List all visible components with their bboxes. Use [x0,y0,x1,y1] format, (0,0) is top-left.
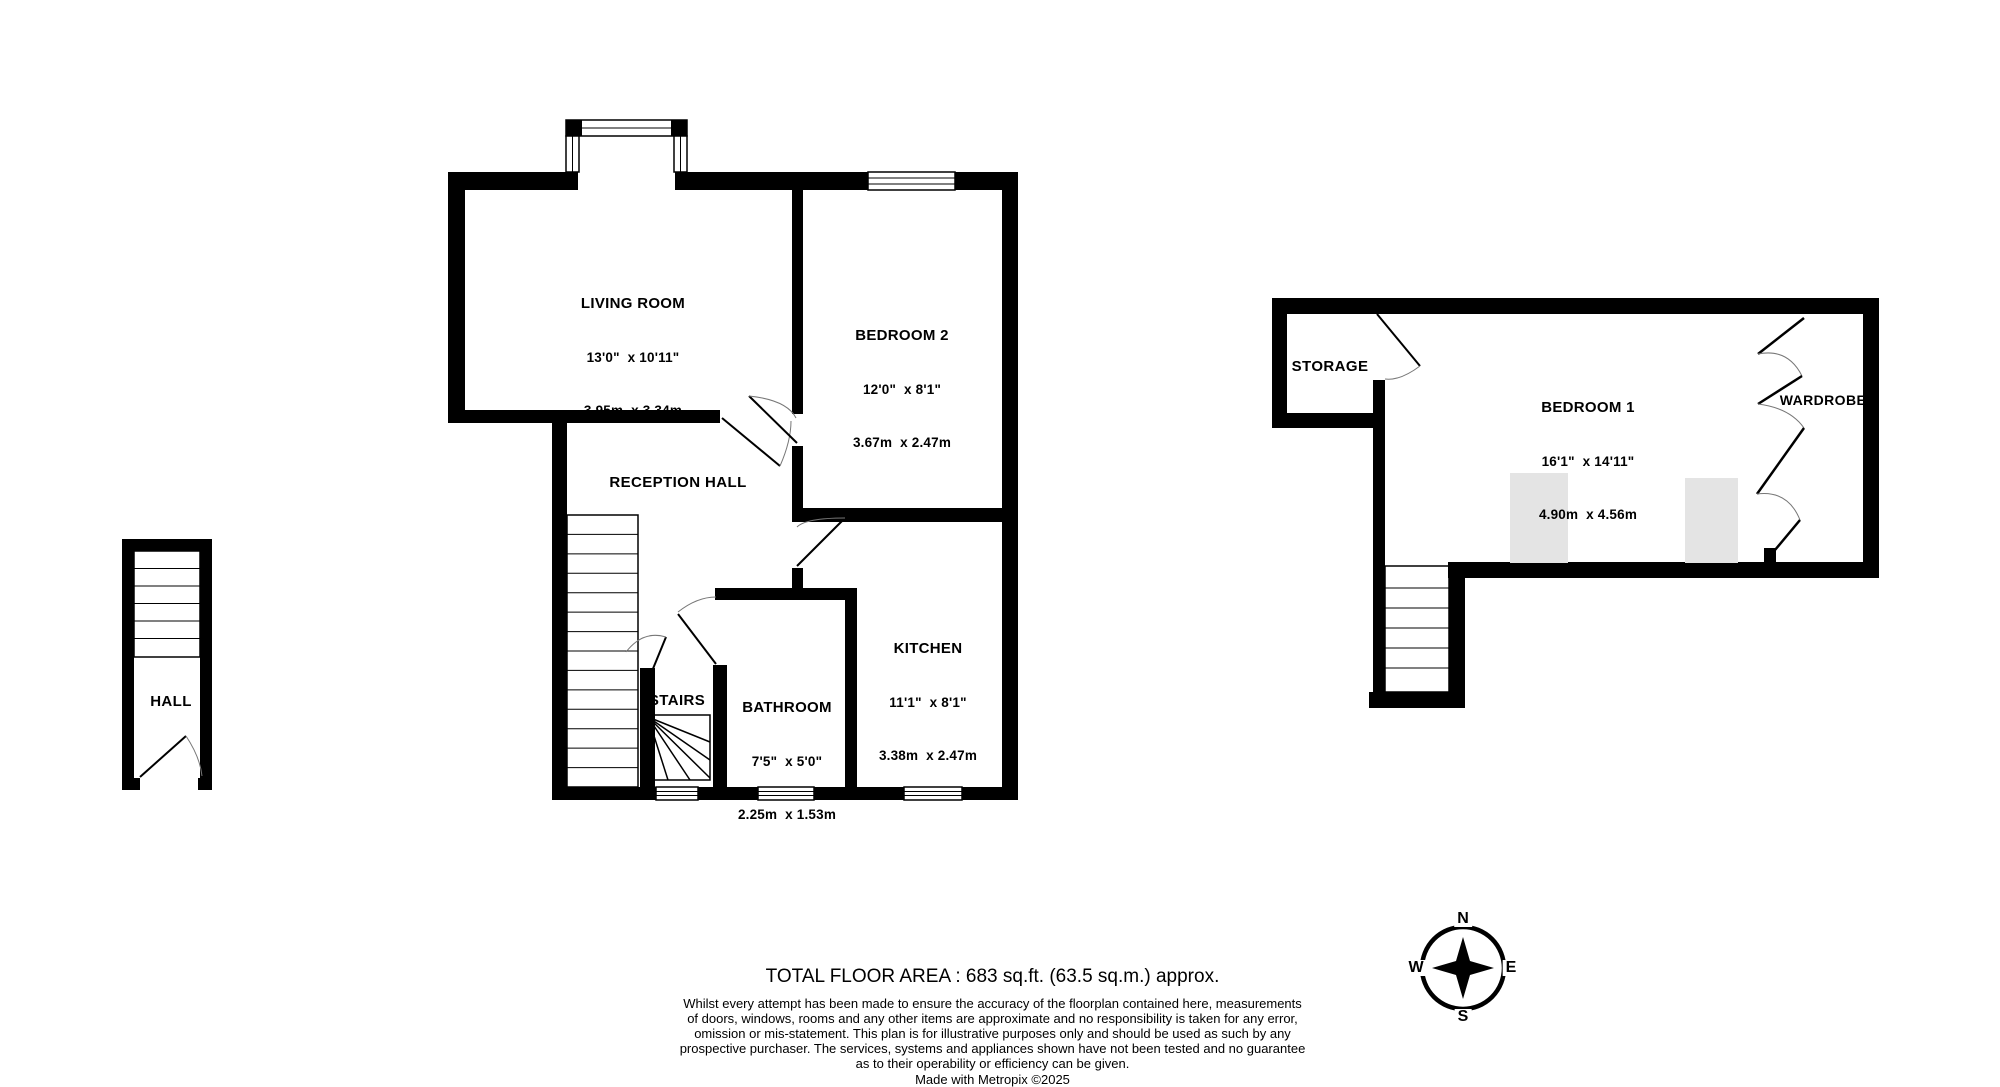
wall [713,665,727,787]
room-dims-imperial: 7'5" x 5'0" [751,754,823,769]
door [722,418,791,466]
wall [1373,380,1385,708]
compass-east-label: E [1503,960,1520,976]
room-dims-metric: 4.90m x 4.56m [1538,507,1638,522]
wall [792,508,1018,522]
disclaimer-line: Whilst every attempt has been made to ensure the accuracy of the floorplan contained here, measurements [683,996,1302,1011]
wall [1272,413,1385,428]
room-name: BEDROOM 2 [855,327,949,344]
room-dims-metric: 2.25m x 1.53m [737,807,837,822]
first-floor-staircase [1385,566,1449,692]
wall [448,172,578,190]
disclaimer-line: of doors, windows, rooms and any other items are approximate and no responsibility is taken for any error, [687,1011,1298,1026]
label-storage: STORAGE [1291,358,1369,375]
credit-line: Made with Metropix ©2025 [915,1072,1070,1087]
footer [0,965,1985,1087]
wall [845,600,857,787]
wall [715,588,857,600]
wall [1449,562,1465,708]
hall-plan [122,539,212,790]
wall [198,778,212,790]
wall [1863,298,1879,578]
label-reception-hall: RECEPTION HALL [609,474,747,491]
label-wardrobe: WARDROBE [1779,392,1867,408]
door [749,396,797,443]
wall [122,539,212,551]
wall [122,539,134,790]
wall [200,539,212,790]
wardrobe-doors [1757,318,1804,556]
wall [552,787,656,800]
compass-north-label: N [1454,911,1472,927]
door [1377,314,1420,379]
wall [1002,172,1018,800]
room-name: LIVING ROOM [580,295,686,312]
wall [1272,298,1879,314]
window [656,787,698,800]
room-name: BATHROOM [742,699,832,716]
wall [1448,562,1879,578]
window [868,172,955,190]
hall-staircase [134,551,200,657]
winder-stairs [646,715,710,780]
room-label-kitchen [879,604,977,800]
disclaimer-line: as to their operability or efficiency can be given. [855,1056,1130,1071]
room-dims-metric: 3.38m x 2.47m [878,748,978,763]
wall [640,668,655,787]
label-stairs: STAIRS [648,692,706,709]
room-dims-metric: 3.67m x 2.47m [852,435,952,450]
room-label-bedroom-1 [1539,363,1637,559]
wall [1272,298,1287,428]
door [797,518,845,566]
room-label-bathroom [738,663,836,859]
skylight [1685,478,1738,563]
wall [448,172,465,423]
wall [792,190,803,414]
wall [675,172,868,190]
label-hall: HALL [150,693,192,710]
total-floor-area: TOTAL FLOOR AREA : 683 sq.ft. (63.5 sq.m.) approx. [765,966,1220,987]
disclaimer-line: omission or mis-statement. This plan is for illustrative purposes only and should be used as such by any [694,1026,1291,1041]
room-dims-imperial: 13'0" x 10'11" [586,350,680,365]
compass-west-label: W [1405,960,1426,976]
wall [552,410,567,800]
room-dims-imperial: 11'1" x 8'1" [889,695,967,710]
door [678,597,716,664]
disclaimer-line: prospective purchaser. The services, systems and appliances shown have not been tested and no guarantee [679,1041,1306,1056]
room-dims-imperial: 12'0" x 8'1" [862,382,942,397]
compass-south-label: S [1455,1009,1472,1025]
wall [122,778,140,790]
bay-window [566,120,687,172]
room-dims-imperial: 16'1" x 14'11" [1541,454,1635,469]
door [140,736,202,777]
room-name: KITCHEN [893,640,963,657]
room-label-bedroom-2 [853,291,951,487]
room-name: BEDROOM 1 [1541,399,1635,416]
room-dims-metric: 3.95m x 3.34m [583,403,683,418]
room-label-living-room [581,259,685,455]
